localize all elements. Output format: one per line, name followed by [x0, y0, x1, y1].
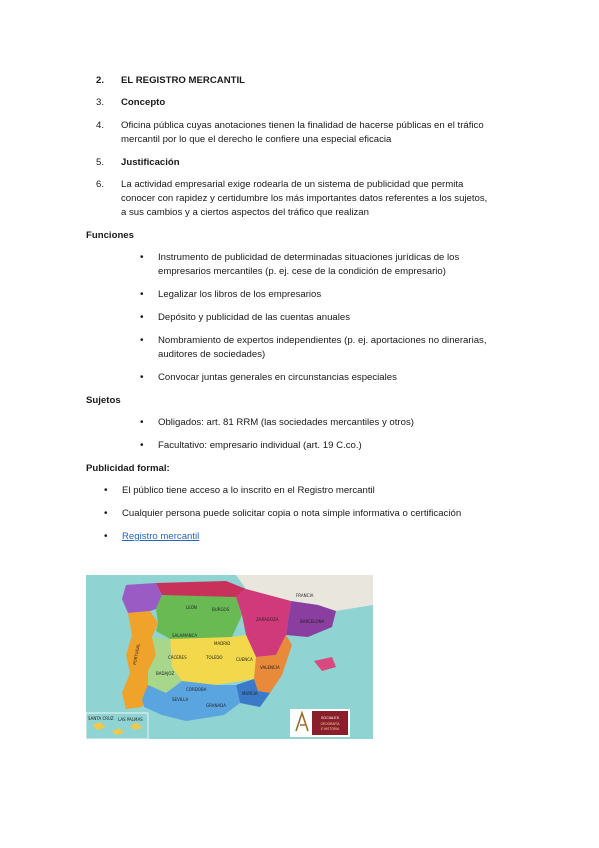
item-number: 2. — [95, 75, 104, 86]
map-label-barcelona: BARCELONA — [300, 619, 325, 624]
item-text: a sus cambios y a ciertos aspectos del tráfico que realizan — [121, 207, 369, 218]
item-number: 5. — [95, 157, 104, 168]
list-item-text: Nombramiento de expertos independientes (p. ej. aportaciones no dinerarias, — [158, 335, 487, 346]
list-item-text: Convocar juntas generales en circunstancias especiales — [158, 372, 397, 383]
list-item-text: Instrumento de publicidad de determinadas situaciones jurídicas de los — [158, 252, 460, 263]
list-item-text: El público tiene acceso a lo inscrito en el Registro mercantil — [122, 485, 375, 496]
item-text: conocer con rapidez y certidumbre los más importantes datos referentes a los sujetos, — [121, 193, 488, 204]
item-number: 3. — [95, 97, 104, 108]
item-text: mercantil por lo que el derecho le confiere una especial eficacia — [121, 134, 392, 145]
galicia-area — [122, 583, 162, 613]
map-label-madrid: MADRID — [214, 641, 231, 646]
map-label-murcia: MURCIA — [242, 691, 258, 696]
list-item-text: Depósito y publicidad de las cuentas anuales — [158, 312, 351, 323]
map-label-cordoba: CÓRDOBA — [186, 687, 207, 692]
item-text: Oficina pública cuyas anotaciones tienen la finalidad de hacerse públicas en el tráfico — [121, 120, 484, 131]
map-graphic — [86, 575, 373, 739]
logo-line3: E HISTORIA — [320, 727, 340, 731]
map-label-sevilla: SEVILLA — [172, 697, 189, 702]
spain-provinces-map — [86, 575, 373, 739]
list-item-text: Facultativo: empresario individual (art. 19 C.co.) — [158, 440, 362, 451]
bullet-icon: • — [140, 289, 144, 300]
item-number: 6. — [95, 179, 104, 190]
bullet-icon: • — [140, 335, 144, 346]
list-item-text: Cualquier persona puede solicitar copia o nota simple informativa o certificación — [122, 508, 462, 519]
sujetos-heading: Sujetos — [86, 395, 121, 406]
map-label-portugal: PORTUGAL — [132, 643, 141, 666]
map-label-francia: FRANCIA — [296, 593, 314, 598]
item-text: La actividad empresarial exige rodearla de un sistema de publicidad que permita — [121, 179, 464, 190]
bullet-icon: • — [104, 531, 108, 542]
map-label-badajoz: BADAJOZ — [156, 671, 175, 676]
item-text: Concepto — [121, 97, 166, 108]
map-label-las-palmas: LAS PALMAS — [118, 717, 143, 722]
map-label-cuenca: CUENCA — [236, 657, 253, 662]
publicidad-heading: Publicidad formal: — [86, 463, 170, 474]
bullet-icon: • — [104, 485, 108, 496]
map-label-valencia: VALENCIA — [260, 665, 280, 670]
bullet-icon: • — [104, 508, 108, 519]
list-item-text: empresarios mercantiles (p. ej. cese de la condición de empresario) — [158, 266, 446, 277]
map-label-caceres: CÁCERES — [168, 655, 187, 660]
list-item-text: auditores de sociedades) — [158, 349, 266, 360]
list-item-text: Legalizar los libros de los empresarios — [158, 289, 322, 300]
bullet-icon: • — [140, 312, 144, 323]
logo-line1: SOCIALES — [321, 716, 339, 720]
list-item-text: Obligados: art. 81 RRM (las sociedades mercantiles y otros) — [158, 417, 414, 428]
bullet-icon: • — [140, 440, 144, 451]
item-text: EL REGISTRO MERCANTIL — [121, 75, 246, 86]
logo-line2: GEOGRAFÍA — [320, 722, 340, 726]
bullet-icon: • — [140, 372, 144, 383]
map-label-granada: GRANADA — [206, 703, 226, 708]
map-label-salamanca: SALAMANCA — [172, 633, 198, 638]
registro-mercantil-link[interactable]: Registro mercantil — [122, 531, 200, 542]
item-number: 4. — [95, 120, 104, 131]
bullet-icon: • — [140, 252, 144, 263]
map-label-santa-cruz: SANTA CRUZ — [88, 716, 114, 721]
castilla-leon-area — [156, 595, 242, 641]
bullet-icon: • — [140, 417, 144, 428]
item-text: Justificación — [121, 157, 180, 168]
map-label-toledo: TOLEDO — [206, 655, 223, 660]
funciones-heading: Funciones — [86, 230, 134, 241]
map-label-burgos: BURGOS — [212, 607, 230, 612]
map-label-zaragoza: ZARAGOZA — [256, 617, 279, 622]
map-label-leon: LEÓN — [186, 605, 197, 610]
